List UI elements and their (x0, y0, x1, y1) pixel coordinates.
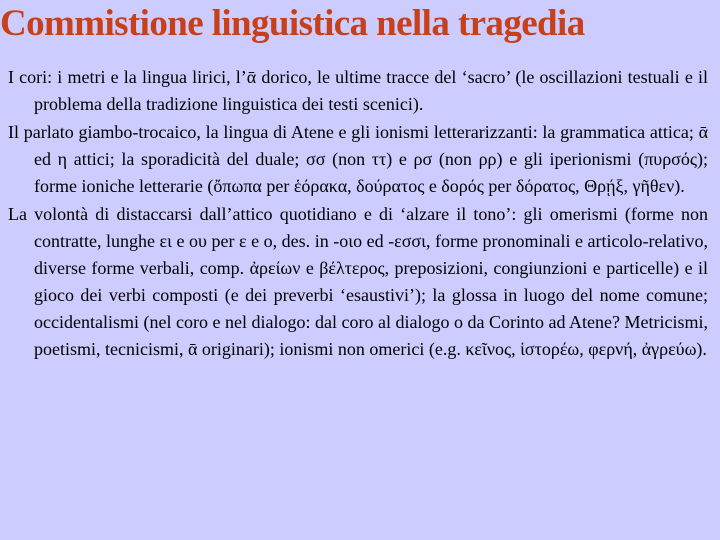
paragraph-parlato: Il parlato giambo-trocaico, la lingua di Atene e gli ionismi letterarizzanti: la grammatica attica; ᾱ ed η attici; la sporadicità del duale; σσ (non ττ) e ρσ (non ρρ) e gli iperionismi (πυρσός); forme ioniche letterarie (ὄπωπα per ἑόρακα, δούρατος e δορός per δόρατος, Θρῄξ, γῆθεν). (8, 122, 708, 196)
paragraph-volonta: La volontà di distaccarsi dall’attico quotidiano e di ‘alzare il tono’: gli omerismi (forme non contratte, lunghe ει e ου per ε e ο, des. in ‑οιο ed ‑εσσι, forme pronominali e articolo-relativo, diverse forme verbali, comp. ἀρείων e βέλτερος, preposizioni, congiunzioni e particelle) e il gioco dei verbi composti (e dei preverbi ‘esaustivi’); la glossa in luogo del nome comune; occidentalismi (nel coro e nel dialogo: dal coro al dialogo o da Corinto ad Atene? Metricismi, poetismi, tecnicismi, ᾱ originari); ionismi non omerici (e.g. κεῖνος, ἱστορέω, φερνή, ἀγρεύω). (8, 204, 708, 359)
paragraph-cori: I cori: i metri e la lingua lirici, l’ᾱ dorico, le ultime tracce del ‘sacro’ (le oscillazioni testuali e il problema della tradizione linguistica dei testi scenici). (8, 67, 708, 114)
slide-body (8, 64, 708, 364)
slide-title: Commistione linguistica nella tragedia (0, 3, 585, 44)
